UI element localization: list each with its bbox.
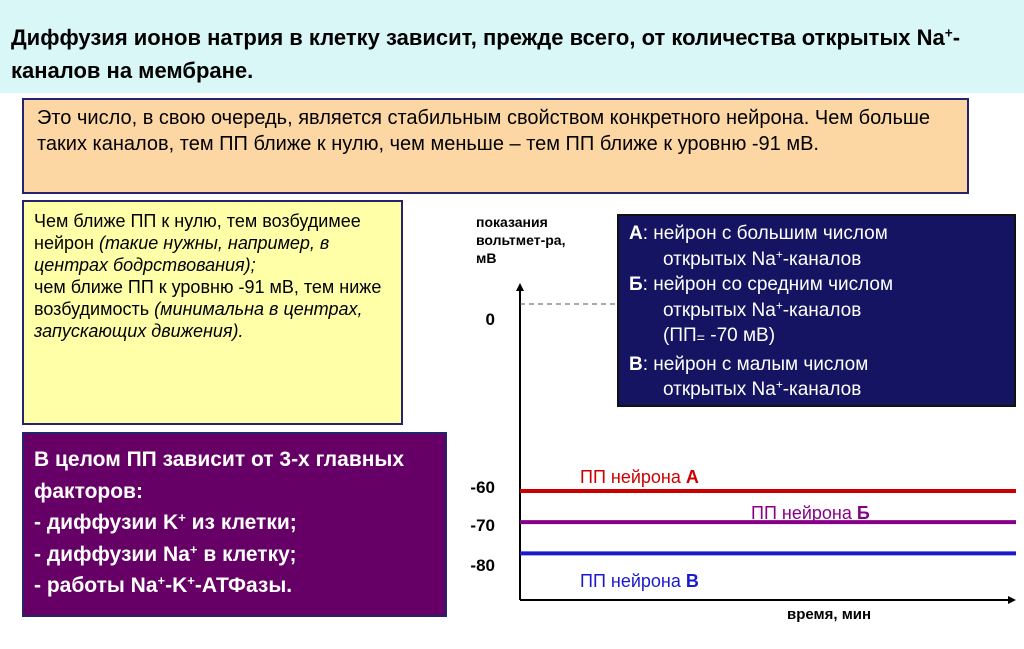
- stability-box: [22, 98, 969, 194]
- neuron-legend-box: [617, 214, 1016, 407]
- factors-box: [22, 432, 447, 617]
- legend-a-line1: А: нейрон с большим числом: [629, 223, 888, 244]
- y-tick-0: 0: [485, 310, 495, 329]
- neuron-legend-text: [629, 221, 1014, 403]
- series-label-a: ПП нейрона А: [580, 467, 699, 487]
- excitability-box: [22, 200, 403, 425]
- y-tick-minus80: -80: [470, 556, 495, 575]
- factors-text: [34, 444, 434, 602]
- y-axis-label: показания вольтмет-ра, мВ: [476, 214, 566, 266]
- legend-b-line1: Б: нейрон со средним числом: [629, 274, 894, 295]
- factor-item-k: - диффузии K+ из клетки;: [34, 509, 297, 534]
- legend-a-line2: открытых Na+-каналов: [663, 248, 862, 270]
- series-label-v: ПП нейрона В: [580, 571, 699, 591]
- factor-item-atpase: - работы Na+-K+-АТФазы.: [34, 572, 293, 597]
- slide-title: Диффузия ионов натрия в клетку зависит, прежде всего, от количества открытых Na+-каналов на мембране.: [11, 25, 961, 83]
- stability-text: Это число, в свою очередь, является стабильным свойством конкретного нейрона. Чем больше таких каналов, тем ПП ближе к нулю, чем меньше – тем ПП ближе к уровню -91 мВ.: [37, 107, 931, 155]
- legend-v-line2: открытых Na+-каналов: [663, 378, 862, 401]
- header-banner: [0, 0, 1024, 93]
- x-axis-label: время, мин: [787, 606, 872, 623]
- y-tick-minus70: -70: [470, 516, 495, 535]
- legend-b-line2: открытых Na+-каналов: [663, 299, 862, 321]
- x-axis-arrow: [1008, 596, 1016, 604]
- excitability-text: Чем ближе ПП к нулю, тем возбудимее нейрон (такие нужны, например, в центрах бодрствования); чем ближе ПП к уровню -91 мВ, тем ниже возбудимость (минимальна в центрах, запускающих движения).: [34, 211, 382, 341]
- series-label-b: ПП нейрона Б: [751, 503, 870, 523]
- factor-item-na: - диффузии Na+ в клетку;: [34, 541, 297, 566]
- legend-v-line1: В: нейрон с малым числом: [629, 353, 869, 375]
- legend-b-line3: ($ПП_=$ -70 мВ): [663, 325, 776, 347]
- y-axis-arrow: [516, 283, 524, 291]
- factors-intro: В целом ПП зависит от 3-х главных факторов:: [34, 448, 405, 503]
- y-tick-minus60: -60: [470, 478, 495, 497]
